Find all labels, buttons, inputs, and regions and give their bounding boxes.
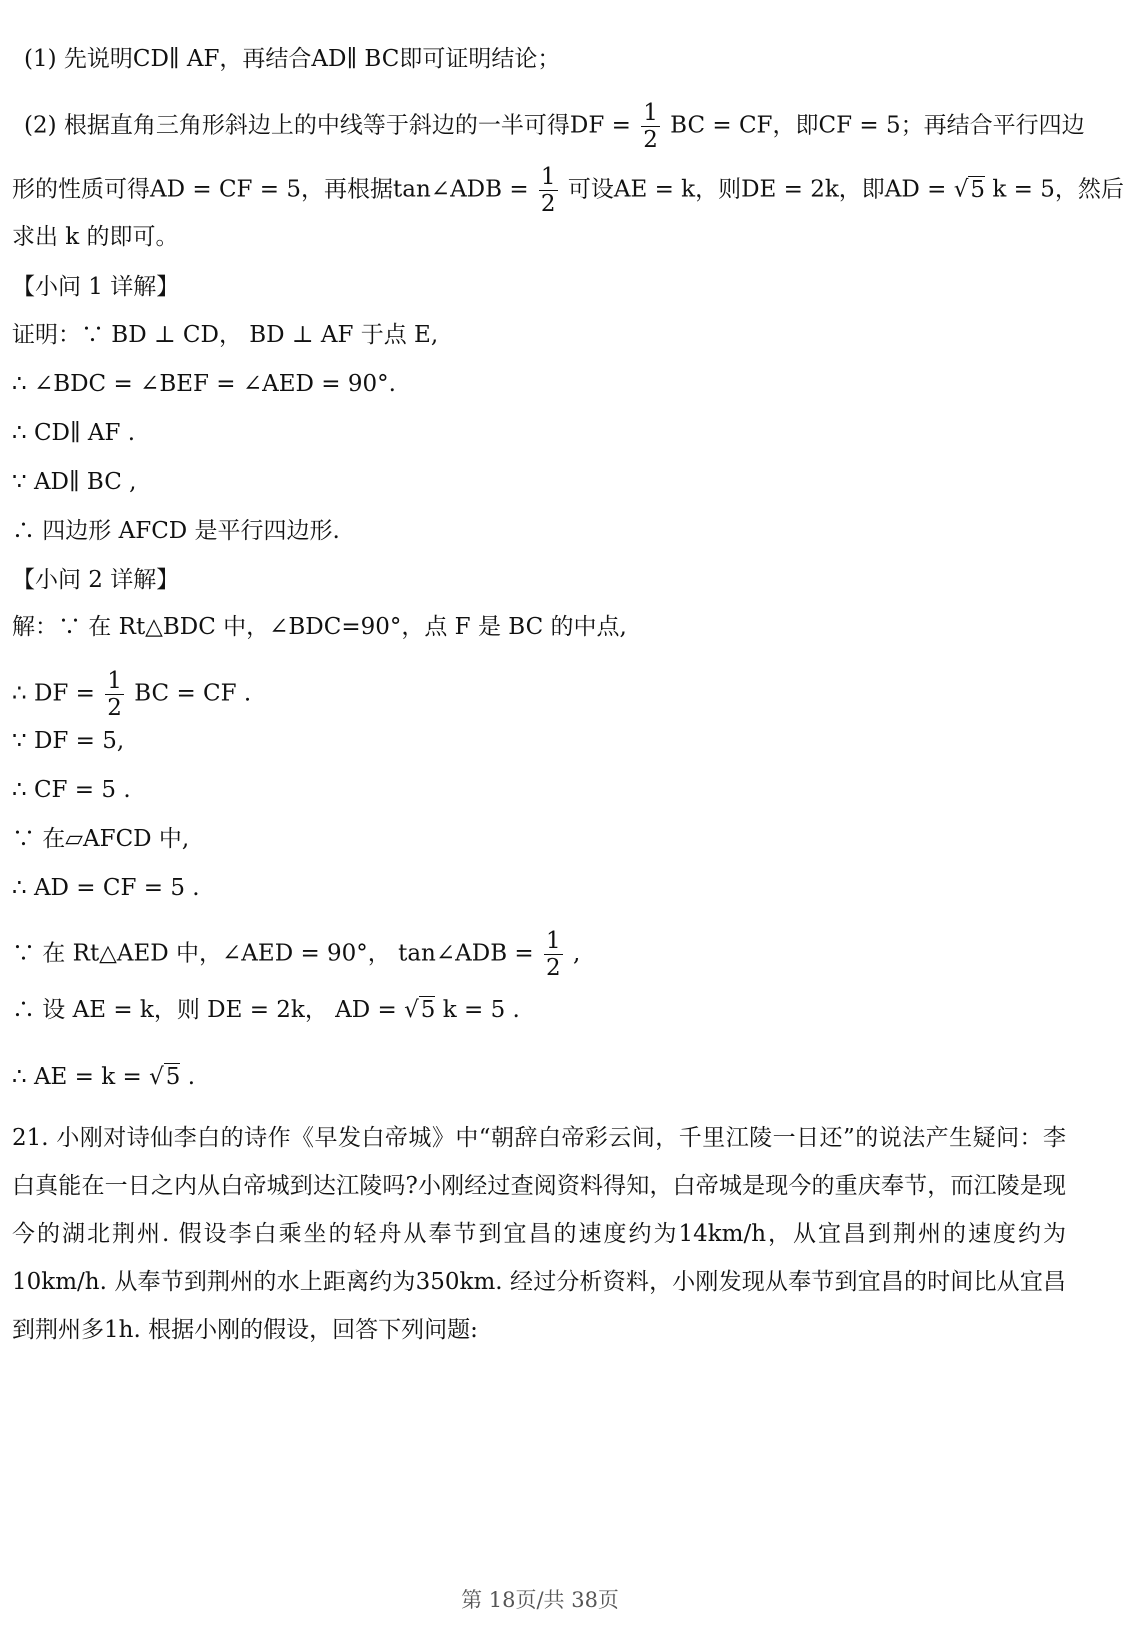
analysis-part-2-text-a: (2) 根据直角三角形斜边上的中线等于斜边的一半可得DF = <box>24 112 631 139</box>
analysis-part-1 <box>24 44 1066 74</box>
part-2-line-5-text: ∵ 在▱AFCD 中, <box>12 826 190 852</box>
part-1-line-5-text: ∴ 四边形 AFCD 是平行四边形. <box>12 518 340 544</box>
analysis-line-3-text-c: k = 5，然后 <box>992 176 1124 203</box>
part-2-line-9-text-b: . <box>187 1064 195 1090</box>
part-1-line-2 <box>12 369 1066 399</box>
fraction-numerator: 1 <box>546 928 561 954</box>
part-2-line-2-text-a: ∴ DF = <box>12 680 95 707</box>
part-1-line-1 <box>12 320 1066 350</box>
part-2-line-7-text-b: , <box>572 940 581 967</box>
sqrt-symbol: √ <box>953 176 969 203</box>
part-1-line-5 <box>12 516 1066 546</box>
fraction-denominator: 2 <box>540 191 556 217</box>
fraction-numerator: 1 <box>107 668 122 694</box>
part-1-line-3 <box>12 418 1066 448</box>
fraction-denominator: 2 <box>643 127 658 153</box>
fraction-one-half <box>539 164 558 217</box>
fraction-one-half <box>544 928 563 981</box>
question-21-text: 21. 小刚对诗仙李白的诗作《早发白帝城》中“朝辞白帝彩云间，千里江陵一日还”的说法产生疑问：李白真能在一日之内从白帝城到达江陵吗?小刚经过查阅资料得知，白帝城是现今的重庆奉节，而江陵是现今的湖北荆州. 假设李白乘坐的轻舟从奉节到宜昌的速度约为14km/h，从宜昌到荆州的速度约为10km/h. 从奉节到荆州的水上距离约为350km. 经过分析资料，小刚发现从奉节到宜昌的时间比从宜昌到荆州多1h. 根据小刚的假设，回答下列问题: <box>12 1125 1066 1343</box>
fraction-denominator: 2 <box>546 955 561 981</box>
part-2-line-2 <box>12 668 1066 721</box>
part-1-line-4 <box>12 467 1066 497</box>
part-2-heading <box>12 565 1066 595</box>
part-2-line-1 <box>12 612 1066 642</box>
page-number: 第 18页/共 38页 <box>461 1588 619 1612</box>
analysis-part-2-text-b: BC = CF，即CF = 5；再结合平行四边 <box>670 112 1085 139</box>
part-2-heading-text: 【小问 2 详解】 <box>12 567 180 593</box>
part-2-line-8-text-b: k = 5 . <box>442 997 520 1023</box>
sqrt-radicand: 5 <box>165 1064 181 1090</box>
part-2-line-7 <box>12 928 1066 981</box>
part-2-line-8 <box>12 995 1066 1025</box>
part-2-line-3-text: ∵ DF = 5, <box>12 728 125 754</box>
part-2-line-8-text-a: ∴ 设 AE = k，则 DE = 2k， AD = <box>12 997 397 1023</box>
part-1-heading-text: 【小问 1 详解】 <box>12 274 180 300</box>
part-2-line-4 <box>12 775 1066 805</box>
fraction-numerator: 1 <box>540 164 556 190</box>
part-1-heading <box>12 272 1066 302</box>
fraction-one-half <box>105 668 124 721</box>
page-footer <box>0 1584 1080 1614</box>
part-2-line-6-text: ∴ AD = CF = 5 . <box>12 875 200 901</box>
part-2-line-4-text: ∴ CF = 5 . <box>12 777 131 803</box>
part-2-line-9 <box>12 1062 1066 1092</box>
analysis-line-3 <box>12 164 1124 217</box>
sqrt-radicand: 5 <box>420 997 436 1023</box>
part-1-line-1-text: 证明：∵ BD ⊥ CD， BD ⊥ AF 于点 E, <box>12 322 439 348</box>
analysis-line-4-text: 求出 k 的即可。 <box>12 224 179 250</box>
analysis-part-1-text: (1) 先说明CD∥ AF，再结合AD∥ BC即可证明结论； <box>24 46 561 72</box>
part-2-line-2-text-b: BC = CF . <box>134 680 252 707</box>
part-1-line-3-text: ∴ CD∥ AF . <box>12 420 136 446</box>
sqrt-symbol: √ <box>149 1064 164 1090</box>
analysis-line-4 <box>12 222 1066 252</box>
fraction-denominator: 2 <box>107 695 122 721</box>
part-2-line-3 <box>12 726 1066 756</box>
part-2-line-9-text-a: ∴ AE = k = <box>12 1064 142 1090</box>
fraction-one-half <box>641 100 660 153</box>
question-21 <box>12 1114 1066 1354</box>
part-2-line-7-text-a: ∵ 在 Rt△AED 中，∠AED = 90°， tan∠ADB = <box>12 940 534 967</box>
part-2-line-1-text: 解：∵ 在 Rt△BDC 中，∠BDC=90°，点 F 是 BC 的中点, <box>12 614 627 640</box>
part-2-line-5 <box>12 824 1066 854</box>
fraction-numerator: 1 <box>643 100 658 126</box>
part-1-line-4-text: ∵ AD∥ BC , <box>12 469 137 495</box>
part-1-line-2-text: ∴ ∠BDC = ∠BEF = ∠AED = 90°. <box>12 371 396 397</box>
analysis-line-3-text-a: 形的性质可得AD = CF = 5，再根据tan∠ADB = <box>12 176 529 203</box>
sqrt-symbol: √ <box>404 997 419 1023</box>
sqrt-radicand: 5 <box>970 176 986 203</box>
analysis-line-3-text-b: 可设AE = k，则DE = 2k，即AD = <box>567 176 947 203</box>
part-2-line-6 <box>12 873 1066 903</box>
analysis-part-2 <box>24 100 1085 153</box>
